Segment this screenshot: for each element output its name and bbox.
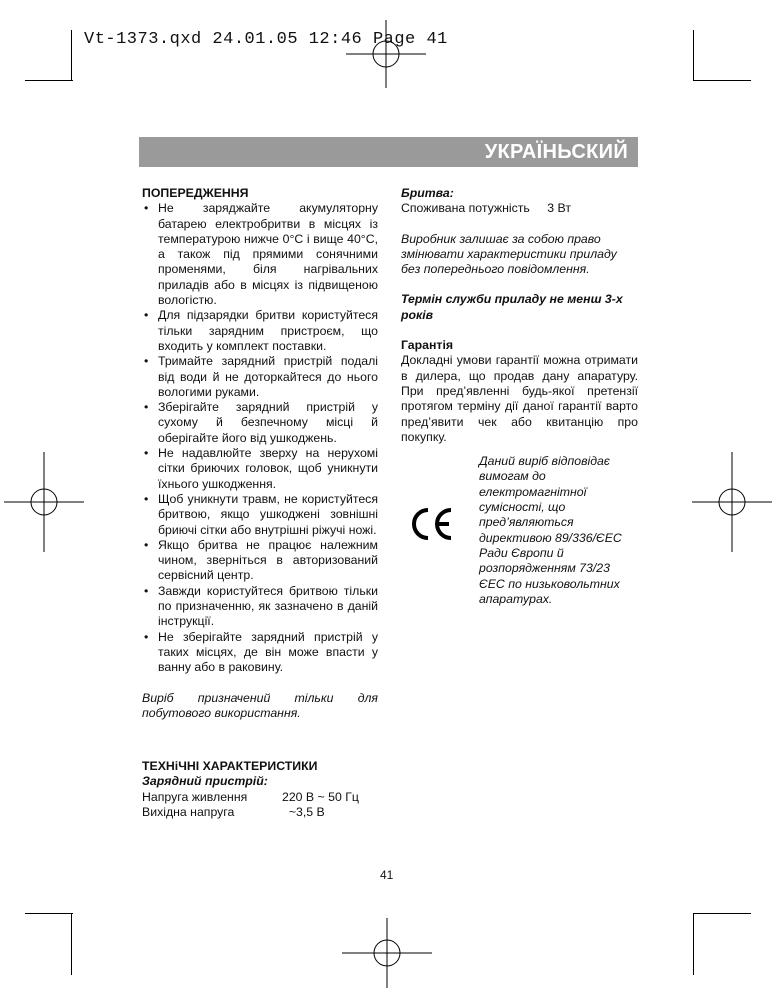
- crop-mark: [693, 80, 751, 81]
- crop-mark: [693, 913, 694, 975]
- page-number: 41: [380, 868, 394, 882]
- list-item: • Тримайте зарядний пристрій подалі від води й не доторкайтеся до нього вологими руками.: [142, 354, 378, 400]
- spec-row: [142, 790, 378, 805]
- shaver-heading: Бритва:: [401, 186, 454, 200]
- list-item: • Зберігайте зарядний пристрій у сухому й безпечному місці й оберігайте його від ушкоджень.: [142, 400, 378, 446]
- power-value: 3 Вт: [547, 201, 571, 216]
- crop-mark: [693, 30, 694, 80]
- spec-value: 220 В ~ 50 Гц: [282, 789, 359, 804]
- registration-mark-icon: [692, 452, 772, 552]
- warnings-heading: ПОПЕРЕДЖЕННЯ: [142, 186, 249, 200]
- crop-mark: [693, 913, 751, 914]
- list-item: • Не надавлюйте зверху на нерухомі сітки бриючих головок, щоб уникнути їхнього ушкодження.: [142, 446, 378, 492]
- registration-mark-icon: [4, 452, 84, 552]
- crop-mark: [25, 80, 73, 81]
- crop-mark: [25, 913, 73, 914]
- list-item: • Не заряджайте акумуляторну батарею електробритви в місцях із температурою нижче 0°С і вище 40°С, а також під прямими сонячними променями, біля нагрівальних приладів або в місцях із підвищеною вологістю.: [142, 201, 378, 308]
- right-column: [401, 186, 638, 614]
- language-banner: [139, 137, 638, 167]
- registration-mark-icon: [342, 918, 432, 988]
- list-item: • Не зберігайте зарядний пристрій у таких місцях, де він може впасти у ванну або в раковину.: [142, 630, 378, 676]
- ce-text: Даний виріб відповідає вимогам до електромагнітної сумісності, що пред’являються директивою 89/336/ЄЕС Ради Європи й розпорядженням 73/23 ЄЕС по низьковольтних апаратурах.: [479, 454, 622, 606]
- warranty-text: Докладні умови гарантії можна отримати в дилера, що продав дану апаратуру. При пред’явленні будь-якої претензії протягом терміну дії даної гарантії варто пред’явити чек або квитанцію про покупку.: [401, 353, 638, 444]
- ce-mark-icon: [407, 504, 457, 544]
- service-life: Термін служби приладу не менш 3-х років: [401, 292, 623, 322]
- crop-mark: [71, 913, 72, 975]
- list-item: • Щоб уникнути травм, не користуйтеся бритвою, якщо ушкоджені зовнішні бриючі сітки або внутрішні ріжучі ножі.: [142, 492, 378, 538]
- manufacturer-note: Виробник залишає за собою право змінювати характеристики приладу без попереднього повідомлення.: [401, 231, 617, 277]
- tech-heading: ТЕХНіЧНІ ХАРАКТЕРИСТИКИ: [142, 759, 318, 774]
- list-item: • Завжди користуйтеся бритвою тільки по призначенню, як зазначено в даній інструкції.: [142, 584, 378, 630]
- power-label: Споживана потужність: [401, 201, 530, 216]
- spec-row: [142, 805, 378, 820]
- spec-label: Вихідна напруга: [142, 804, 235, 819]
- warranty-heading: Гарантія: [401, 338, 454, 353]
- charger-heading: Зарядний пристрій:: [142, 774, 268, 789]
- ce-compliance: [401, 454, 638, 614]
- banner-title: УКРАЇНЬСКИЙ: [484, 141, 628, 163]
- power-row: [401, 201, 638, 216]
- list-item: • Якщо бритва не працює належним чином, зверніться в авторизований сервісний центр.: [142, 538, 378, 584]
- spec-label: Напруга живлення: [142, 789, 248, 804]
- spec-value: ~3,5 В: [282, 804, 325, 819]
- warnings-list: [142, 201, 378, 675]
- crop-mark: [71, 30, 72, 80]
- left-column: [142, 186, 378, 820]
- list-item: • Для підзарядки бритви користуйтеся тільки зарядним пристроєм, що входить у комплект поставки.: [142, 308, 378, 354]
- household-note: Виріб призначений тільки для побутового використання.: [142, 690, 378, 720]
- print-slug: Vt-1373.qxd 24.01.05 12:46 Page 41: [84, 30, 448, 49]
